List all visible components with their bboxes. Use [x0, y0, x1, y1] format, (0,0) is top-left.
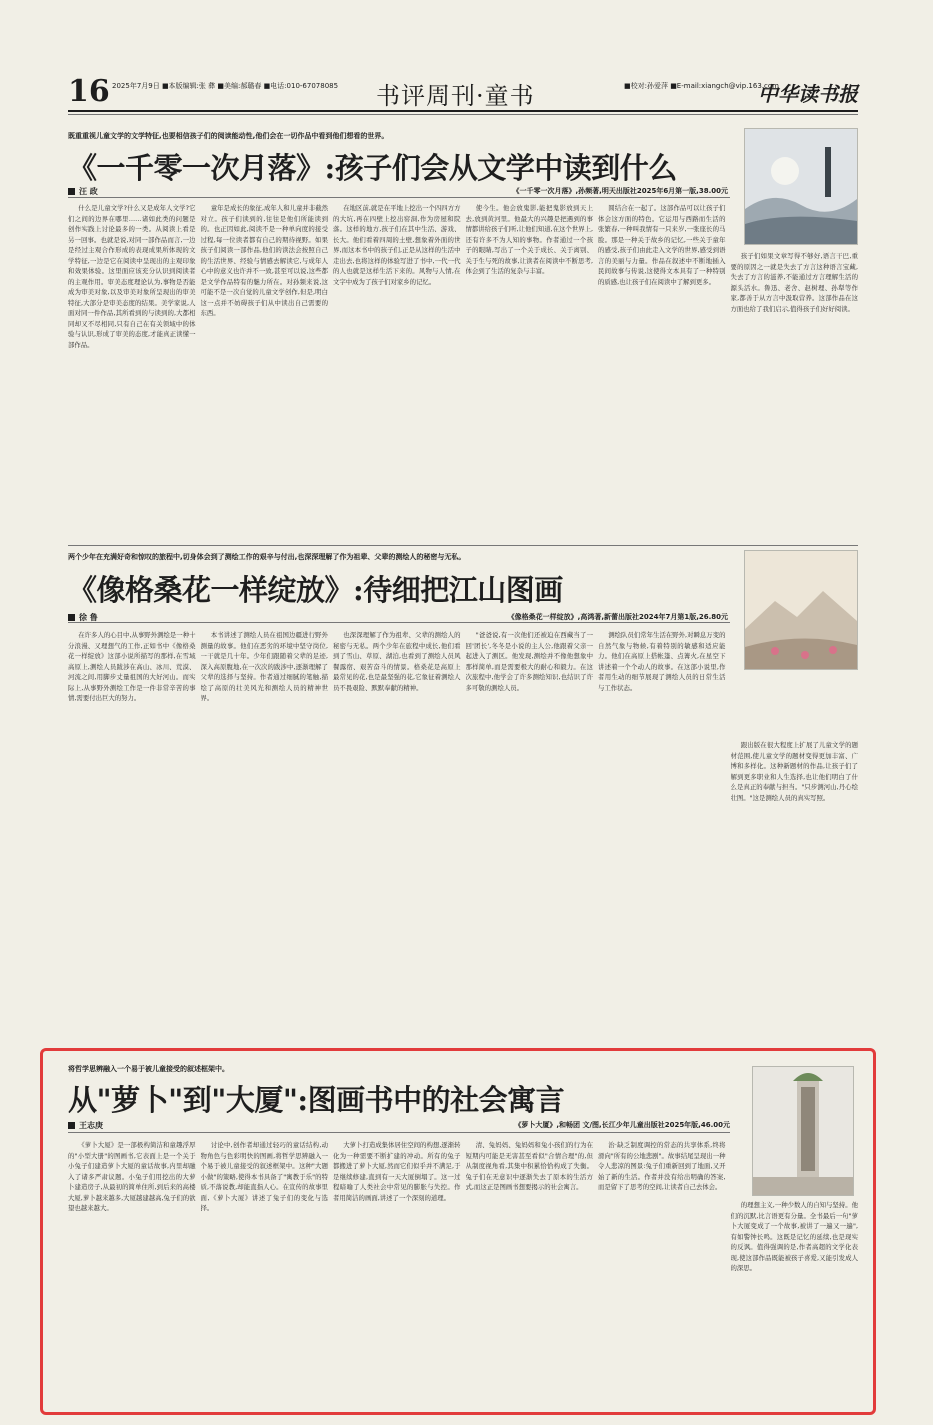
article-2-column: "爸爸说,有一次他们还被迫在西藏当了一回'团长',冬冬是小说的主人公,他跟着父亲一起进入了测区。他发现,测绘并不像他想象中那样简单,而是需要极大的耐心和毅力。在这次旅程中,他学会了许多测绘知识,也结识了许多可敬的测绘人员。 [465, 631, 593, 692]
article-3-bookinfo: 《萝卜大厦》,和畅团 文/图,长江少年儿童出版社2025年版,46.00元 [514, 1121, 730, 1129]
article-1-bookinfo: 《一千零一次月落》,孙频著,明天出版社2025年6月第一版,38.00元 [512, 187, 728, 195]
article-1-body [68, 203, 858, 521]
article-1-kicker: 既重重视儿童文学的文学特征,也要相信孩子们的阅读能动性,他们会在一切作品中看到他们想看的世界。 [68, 132, 389, 140]
article-2-rule [68, 622, 730, 623]
masthead [68, 74, 858, 110]
section-title: 书评周刊·童书 [376, 82, 535, 110]
article-3-column: 清、兔妈妈、兔妈妈和兔小孩们的行为在短期内可能是无害甚至看似"合情合理"的,但从制度视角看,其集中积累恰恰构成了失衡。兔子们在无意识中逐渐失去了原本的生活方式,而这正是图画书想要揭示的社会寓言。 [465, 1141, 593, 1191]
masthead-rule [68, 110, 858, 112]
article-2-body [68, 630, 858, 1030]
article-1-headline: 《一千零一次月落》:孩子们会从文学中读到什么 [68, 151, 677, 185]
page-number: 16 [68, 74, 110, 109]
article-3-column: 治·缺乏制度调控的常态的共享体系,终将滑向"所有的公地悲剧"。故事结尾呈现出一种令人悲凉的图景:兔子们重新回到了地面,又开始了新的生活。作者并没有给出明确的答案,而是留下了思考的空间,让读者自己去体会。 [598, 1141, 726, 1191]
article-3-column: 讨论中,创作者却通过轻巧的童话结构,动物角色与色彩明快的图画,将哲学思辨融入一个易于被儿童接受的叙述框架中。这种"大题小做"的策略,使得本书具备了"寓教于乐"的特质,不落说教,却能直指人心。在宣传的故事里面,《萝卜大厦》讲述了兔子们的变化与选择。 [200, 1141, 328, 1212]
article-2-author: 徐 鲁 [68, 612, 98, 623]
article-2-column: 也深深理解了作为祖辈、父辈的测绘人的秘密与无私。两个少年在旅程中成长,他们看到了雪山、草原、湖泊,也看到了测绘人员风餐露宿、艰苦奋斗的情景。格桑花是高原上最常见的花,也是最坚强的花,它象征着测绘人员不畏艰险、默默奉献的精神。 [333, 631, 461, 692]
article-2-column: 本书讲述了测绘人员在祖国边疆进行野外测量的故事。他们在恶劣的环境中坚守岗位,一干就是几十年。少年们跟随着父辈的足迹,深入高原腹地,在一次次的跋涉中,逐渐理解了父辈的选择与坚持。作者通过细腻的笔触,描绘了高原的壮美风光和测绘人员的精神世界。 [200, 631, 328, 702]
article-2-headline: 《像格桑花一样绽放》:待细把江山图画 [68, 573, 563, 607]
article-1-column: 童年是成长的象征,成年人和儿童并非截然对立。孩子们读到的,往往是他们所能读到的。也正因如此,阅读不是一种单向度的接受过程,每一位读者都有自己的期待视野。如果孩子们阅读一部作品,他们的读法会按照自己的生活世界、经验与情感去解读它,与成年人心中的意义也许并不一致,甚至可以说,这些都是文学作品特有的魅力所在。对孙频来说,这可能不是一次自觉的儿童文学创作,但是,明白这一点并不妨碍孩子们从中读出自己需要的东西。 [200, 204, 328, 317]
article-1-column: 什么是儿童文学?什么又是成年人文学?它们之间的边界在哪里……诸如此类的问题是创作实践上讨论最多的一类。从阅读上看是另一回事。也就是说,对同一部作品而言,一边是经过主观合作形成的表现成果所体现的文学特征,一边是它在阅读中呈现出的主观印象和效果体验。这里面应该充分认识到阅读者的主观作用。审美态度理论认为,事物是否能成为审美对象,以及审美对象所呈现出的审美特征,大部分是审美态度的结果。美学家说,人面对同一件作品,其所看到的与读到的,大都相同却又不尽相同,只有自己在有关领域中的体验与认识,形成了审美的态度,才能真正读懂一部作品。 [68, 204, 196, 349]
article-1-author: 汪 政 [68, 186, 98, 197]
article-1-column: 孩子们如果文章写得不够好,语言干巴,重要的原因之一就是失去了方言这种语言宝藏,失去了方言的滋养,不能通过方言理解生活的源头活水。鲁迅、老舍、赵树理、孙犁等作家,都善于从方言中汲取营养。这部作品在这方面也给了我们启示,值得孩子们好好阅读。 [730, 252, 858, 313]
article-3-column: 大萝卜打造成集体居住空间的构想,逐渐转化为一种需要不断扩建的冲动。所有的兔子都搬进了萝卜大厦,然而它们似乎并不满足,于是继续修建,直到有一天大厦倒塌了。这一过程暗喻了人类社会中常见的膨胀与失控。作者用简洁的画面,讲述了一个深刻的道理。 [333, 1141, 461, 1202]
article-1-column: 圆结合在一起了。这部作品可以让孩子们体会这方面的特色。它运用与西路而生活的张繁春,一种叫我情有一只来岁,一张座长的马脸。那是一种关于故乡的记忆,一些关于童年的感受,孩子们由此走入文学的世界,感受到语言的美丽与力量。作品在叙述中不断地插入民间故事与传说,这使得文本具有了一种特别的质感,也让孩子们在阅读中了解到更多。 [598, 204, 726, 286]
article-2-kicker: 两个少年在充满好奇和惊叹的旅程中,切身体会到了测绘工作的艰辛与付出,也深深理解了作为祖辈、父辈的测绘人的秘密与无私。 [68, 553, 466, 561]
article-3-column: 《萝卜大厦》是一部极构简洁和童趣浮厚的"小型大册"的图画书,它表面上是一个关于小兔子们建造萝卜大厦的童话故事,内里却融入了诸多严肃议题。小兔子们用挖出的大萝卜建造房子,从最初的简单住所,到后来的高楼大厦,萝卜越来越多,大厦越建越高,兔子们的欲望也越来越大。 [68, 1141, 196, 1212]
article-3-rule [68, 1132, 730, 1133]
article-3-column: 的理想主义,一种少数人的自知与坚持。他们的沉默,比言语更有分量。全书最后一句"萝卜大厦变成了一个故事,被讲了一遍又一遍",有如警钟长鸣。这既是记忆的延续,也是现实的反讽。值得强调的是,作者高超的文学化表现,使这部作品既能被孩子喜爱,又能引发成人的深思。 [730, 1201, 858, 1272]
article-divider [68, 545, 858, 546]
article-2-column: 测绘队员们常年生活在野外,对瞬息万变的自然气象与物候,有着特别的敏感和适应能力。他们在高原上搭帐篷、点篝火,在星空下讲述着一个个动人的故事。在这部小说里,作者用生动的细节展现了测绘人员的日常生活与工作状态。 [598, 631, 726, 692]
article-2-column: 在许多人的心目中,从事野外测绘是一种十分浪漫、又理想气的工作,正如书中《像格桑花一样绽放》这部小说所描写的那样,在雪域高原上,测绘人员跋涉在高山、冰川、荒漠、河流之间,用脚步丈量祖国的大好河山。而实际上,从事野外测绘工作是一件非常辛苦的事情,需要付出巨大的努力。 [68, 631, 196, 702]
article-1-rule [68, 197, 730, 198]
masthead-rule-thin [68, 114, 858, 115]
article-2-column: 跟出版在很大程度上扩展了儿童文学的题材范围,使儿童文学的题材变得更加丰富、广博和多样化。这种新题材的作品,让孩子们了解到更多职业和人生选择,也让他们明白了什么是真正的奉献与担当。"只步测河山,丹心绘壮图。"这是测绘人员的真实写照。 [730, 741, 858, 802]
article-3-body [68, 1140, 858, 1402]
article-1-column: 使今生。他会放鬼影,能把鬼影放到天上去,放到黄河里。他最大的兴趣是把遇到的事情都讲给孩子们听,让他们知道,在这个世界上,还有许多不为人知的事物。作者通过一个孩子的眼睛,写出了一个关于成长、关于离别、关于生与死的故事,让读者在阅读中不断思考,体会到了生活的复杂与丰富。 [465, 204, 593, 275]
masthead-contact: ■校对:孙爱萍 ■E-mail:xiangch@vip.163.com [624, 82, 779, 90]
article-3-author: 王志庚 [68, 1120, 103, 1131]
article-1-column: 在地区前,就是在平地上挖出一个四四方方的大坑,再在四壁上挖出窑洞,作为房屋和院落。这样的地方,孩子们在其中生活、游戏、长大。他们看着四周的土壁,想象着外面的世界,而这本书中的孩子们,正是从这样的生活中走出去,也将这样的体验写进了书中,一代一代的人也就是这样生活下来的。风物与人情,在文字中成为了孩子们对家乡的记忆。 [333, 204, 461, 286]
newspaper-logo: 中华读书报 [758, 82, 858, 106]
article-3-kicker: 将哲学思辨融入一个易于被儿童接受的叙述框架中。 [68, 1065, 229, 1073]
article-3-headline: 从"萝卜"到"大厦":图画书中的社会寓言 [68, 1083, 565, 1117]
masthead-meta: 2025年7月9日 ■本版编辑:张 彝 ■美编:郝璐春 ■电话:010-67078085 [112, 82, 339, 90]
article-2-bookinfo: 《像格桑花一样绽放》,高鸿著,新蕾出版社2024年7月第1版,26.80元 [507, 613, 728, 621]
